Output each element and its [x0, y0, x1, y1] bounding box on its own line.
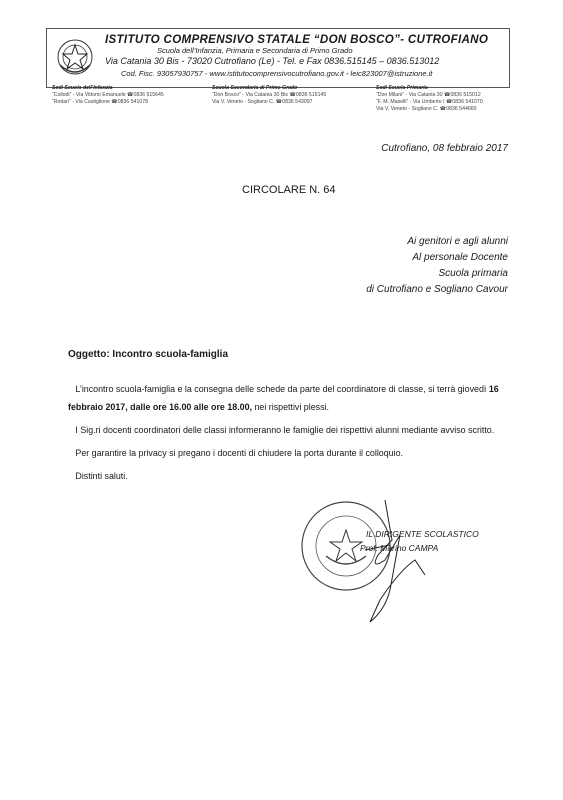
- sedi-line: “Don Bosco” - Via Catania 30 Bis ☎0836 515145: [212, 92, 327, 98]
- paragraph-meeting: [68, 380, 508, 416]
- italian-republic-emblem-icon: [55, 35, 95, 79]
- sedi-secondaria: [212, 85, 326, 119]
- recipients: [366, 234, 508, 298]
- meeting-datetime: 16 febbraio 2017, dalle ore 16.00 alle ore 18.00,: [68, 384, 499, 412]
- paragraph-coordinators: [68, 421, 508, 439]
- sedi-line: “Collodi” - Via Vittorio Emanuele ☎0836 515645: [52, 92, 164, 98]
- handwritten-signature-icon: [330, 500, 430, 630]
- signature-block: [360, 527, 479, 555]
- document-date: Cutrofiano, 08 febbraio 2017: [381, 143, 508, 154]
- paragraph-closing: [68, 467, 508, 485]
- paragraph-text: L’incontro scuola-famiglia e la consegna delle schede da parte del coordinatore di classe, si terrà giovedì: [75, 384, 489, 394]
- sedi-heading: Sedi Scuola Primaria: [376, 85, 428, 91]
- circular-number: CIRCOLARE N. 64: [242, 184, 336, 196]
- school-subtitle: Scuola dell’Infanzia, Primaria e Secondaria di Primo Grado: [157, 46, 353, 55]
- signer-role: IL DIRIGENTE SCOLASTICO: [366, 529, 479, 539]
- paragraph-text: Distinti saluti.: [75, 471, 128, 481]
- sedi-line: “Don Milani” - Via Catania 30 ☎0836 515012: [376, 92, 481, 98]
- sedi-primaria: [376, 85, 483, 119]
- paragraph-text: I Sig.ri docenti coordinatori delle classi informeranno le famiglie dei rispettivi alunni mediante avviso scritto.: [75, 425, 495, 435]
- letterhead: [46, 28, 510, 88]
- signer-name: Prof. Marino CAMPA: [360, 543, 439, 553]
- recipient-line: Al personale Docente: [412, 252, 508, 263]
- letter-body: [68, 380, 508, 490]
- sedi-line: “Rodari” - Via Castiglione ☎0836 541078: [52, 99, 149, 105]
- paragraph-text: Per garantire la privacy si pregano i docenti di chiudere la porta durante il colloquio.: [75, 448, 403, 458]
- school-fiscal-info: Cod. Fisc. 93057930757 - www.istitutocomprensivocutrofiano.gov.it - leic823007@istruzione.it: [121, 69, 433, 78]
- recipient-line: Ai genitori e agli alunni: [407, 236, 508, 247]
- school-address: Via Catania 30 Bis - 73020 Cutrofiano (Le) - Tel. e Fax 0836.515145 – 0836.513012: [105, 56, 440, 66]
- paragraph-text: nei rispettivi plessi.: [252, 402, 329, 412]
- recipient-line: di Cutrofiano e Sogliano Cavour: [366, 284, 508, 295]
- school-name: ISTITUTO COMPRENSIVO STATALE “DON BOSCO”- CUTROFIANO: [105, 33, 489, 46]
- paragraph-privacy: [68, 444, 508, 462]
- sedi-line: Via V. Veneto - Sogliano C. ☎0836 543097: [212, 99, 313, 105]
- sedi-infanzia: [52, 85, 164, 119]
- recipient-line: Scuola primaria: [438, 268, 508, 279]
- sedi-line: “F. M. Maselli” - Via Umberto I ☎0836 541070: [376, 99, 483, 105]
- sedi-heading: Scuola Secondaria di Primo Grado: [212, 85, 298, 91]
- subject-line: Oggetto: Incontro scuola-famiglia: [68, 349, 229, 360]
- sedi-line: Via V. Veneto - Sogliano C. ☎0836 544660: [376, 106, 477, 112]
- sedi-heading: Sedi Scuola dell’Infanzia: [52, 85, 113, 91]
